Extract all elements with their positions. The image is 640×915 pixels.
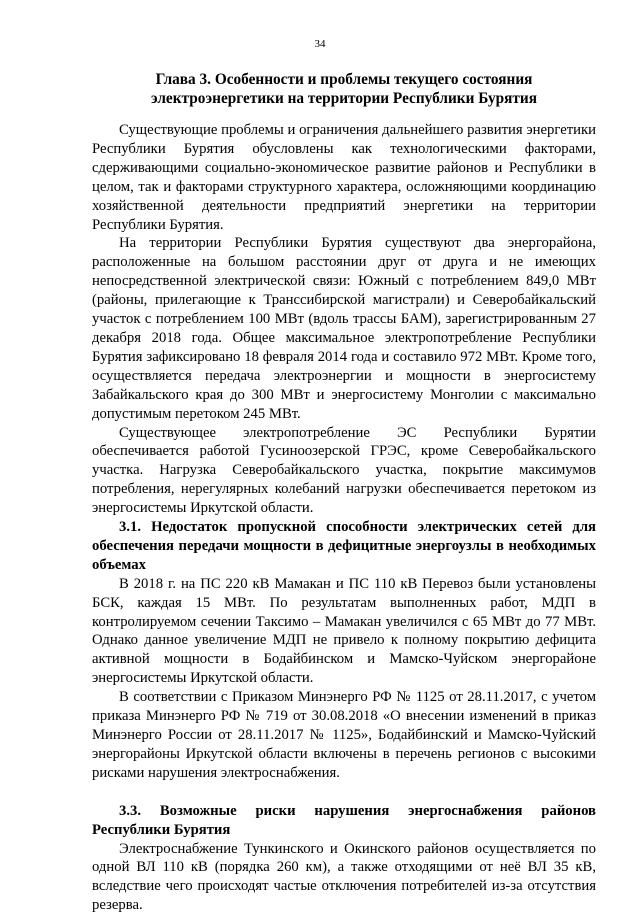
document-body (92, 121, 596, 915)
section-heading-3-3: 3.3. Возможные риски нарушения энергоснабжения районов Республики Бурятия (92, 802, 596, 838)
paragraph: Существующие проблемы и ограничения дальнейшего развития энергетики Республики Бурятия обусловлены как технологическими факторами, сдерживающими социально-экономическое развитие районов и Республики в целом, так и факторами структурного характера, осложняющими координацию хозяйственной деятельности предприятий энергетики на территории Республики Бурятия. (92, 122, 596, 233)
paragraph: В 2018 г. на ПС 220 кВ Мамакан и ПС 110 кВ Перевоз были установлены БСК, каждая 15 МВт. По результатам выполненных работ, МДП в контролируемом сечении Таксимо – Мамакан увеличился с 65 МВт до 77 МВт. Однако данное увеличение МДП не привело к полному покрытию дефицита активной мощности в Бодайбинском и Мамско-Чуйском энергорайоне энергосистемы Иркутской области. (92, 575, 596, 687)
paragraph: На территории Республики Бурятия существуют два энергорайона, расположенные на большом расстоянии друг от друга и не имеющих непосредственной электрической связи: Южный с потреблением 849,0 МВт (районы, прилегающие к Транссибирской магистрали) и Северобайкальский участок с потреблением 100 МВт (вдоль трассы БАМ), зарегистрированным 27 декабря 2018 года. Общее максимальное электропотребление Республики Бурятия зафиксировано 18 февраля 2014 года и составило 972 МВт. Кроме того, осуществляется передача электроэнергии и мощности в энергосистему Забайкальского края до 300 МВт и энергосистему Монголии с максимально допустимым перетоком 245 МВт. (92, 235, 596, 422)
chapter-title: Глава 3. Особенности и проблемы текущего состояния электроэнергетики на территории Республики Бурятия (151, 71, 537, 107)
page-number: 34 (314, 38, 326, 50)
paragraph: Существующее электропотребление ЭС Республики Бурятии обеспечивается работой Гусиноозерской ГРЭС, кроме Северобайкальского участка. Нагрузка Северобайкальского участка, покрытие максимумов потребления, нерегулярных колебаний нагрузки обеспечивается перетоком из энергосистемы Иркутской области. (92, 424, 596, 517)
section-heading-3-1: 3.1. Недостаток пропускной способности электрических сетей для обеспечения передачи мощности в дефицитные энергоузлы в необходимых объемах (92, 519, 596, 573)
paragraph: Электроснабжение Тункинского и Окинского районов осуществляется по одной ВЛ 110 кВ (порядка 260 км), а также отходящими от неё ВЛ 35 кВ, вследствие чего происходят частые отключения потребителей из-за отсутствия резерва. (92, 840, 596, 914)
paragraph: В соответствии с Приказом Минэнерго РФ № 1125 от 28.11.2017, с учетом приказа Минэнерго РФ № 719 от 30.08.2018 «О внесении изменений в приказ Минэнерго России от 28.11.2017 № 1125», Бодайбинский и Мамско-Чуйский энергорайоны Иркутской области включены в перечень регионов с высокими рисками нарушения электроснабжения. (92, 689, 596, 781)
